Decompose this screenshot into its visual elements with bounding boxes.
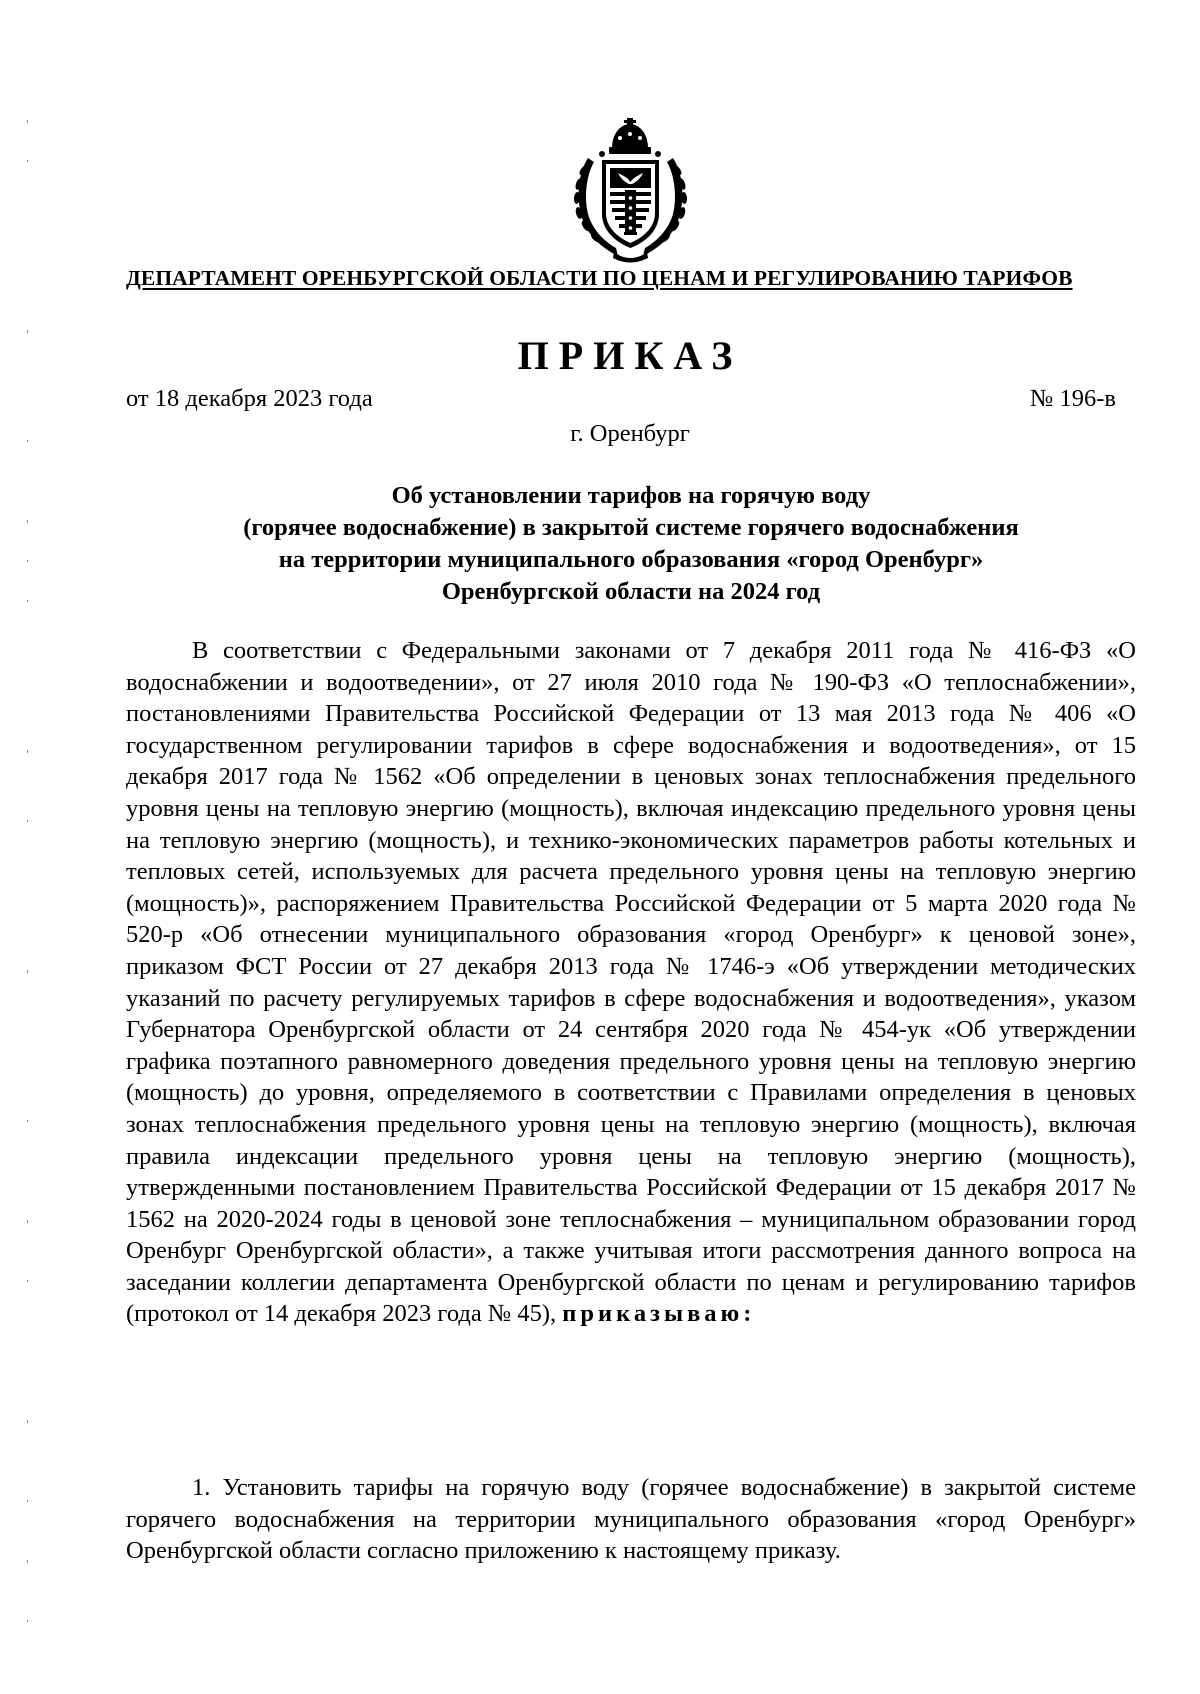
scan-artifact-dots [26, 100, 30, 1660]
document-type-heading: ПРИКАЗ [517, 333, 743, 378]
order-word: приказываю: [562, 1300, 756, 1328]
coat-of-arms-emblem [568, 118, 693, 264]
subject-line: (горячее водоснабжение) в закрытой системе горячего водоснабжения [243, 514, 1019, 541]
order-item-1: 1. Установить тарифы на горячую воду (горячее водоснабжение) в закрытой системе горячего водоснабжения на территории муниципального образования «город Оренбург» Оренбургской области согласно приложению к настоящему приказу. [126, 1474, 1136, 1565]
preamble-paragraph [126, 635, 1136, 1330]
subject-line: на территории муниципального образования «город Оренбург» [278, 546, 984, 573]
subject-line: Об установлении тарифов на горячую воду [391, 482, 871, 509]
order-subject [126, 480, 1136, 608]
department-name: ДЕПАРТАМЕНТ ОРЕНБУРГСКОЙ ОБЛАСТИ ПО ЦЕНАМ И РЕГУЛИРОВАНИЮ ТАРИФОВ [126, 266, 1073, 290]
order-number: № 196-в [1030, 385, 1116, 412]
subject-line: Оренбургской области на 2024 год [441, 578, 821, 605]
preamble-text: В соответствии с Федеральными законами от 7 декабря 2011 года № 416-ФЗ «О водоснабжении и водоотведении», от 27 июля 2010 года № 190-ФЗ «О теплоснабжении», постановлениями Правительства Российской Федерации от 13 мая 2013 года № 406 «О государственном регулировании тарифов в сфере водоснабжения и водоотведения», от 15 декабря 2017 года № 1562 «Об определении в ценовых зонах теплоснабжения предельного уровня цены на тепловую энергию (мощность), включая индексацию предельного уровня цены на тепловую энергию (мощность), и технико-экономических параметров работы котельных и тепловых сетей, используемых для расчета предельного уровня цены на тепловую энергию (мощность)», распоряжением Правительства Российской Федерации от 5 марта 2020 года № 520-р «Об отнесении муниципального образования «город Оренбург» к ценовой зоне», приказом ФСТ России от 27 декабря 2013 года № 1746-э «Об утверждении методических указаний по расчету регулируемых тарифов в сфере водоснабжения и водоотведения», указом Губернатора Оренбургской области от 24 сентября 2020 года № 454-ук «Об утверждении графика поэтапного равномерного доведения предельного уровня цены на тепловую энергию (мощность) до уровня, определяемого в соответствии с Правилами определения в ценовых зонах теплоснабжения предельного уровня цены на тепловую энергию (мощность), включая правила индексации предельного уровня цены на тепловую энергию (мощность), утвержденными постановлением Правительства Российской Федерации от 15 декабря 2017 № 1562 на 2020-2024 годы в ценовой зоне теплоснабжения – муниципальном образовании город Оренбург Оренбургской области», а также учитывая итоги рассмотрения данного вопроса на заседании коллегии департамента Оренбургской области по ценам и регулированию тарифов (протокол от 14 декабря 2023 года № 45), [126, 637, 1136, 1328]
order-date: от 18 декабря 2023 года [126, 385, 373, 412]
order-city: г. Оренбург [570, 420, 690, 447]
